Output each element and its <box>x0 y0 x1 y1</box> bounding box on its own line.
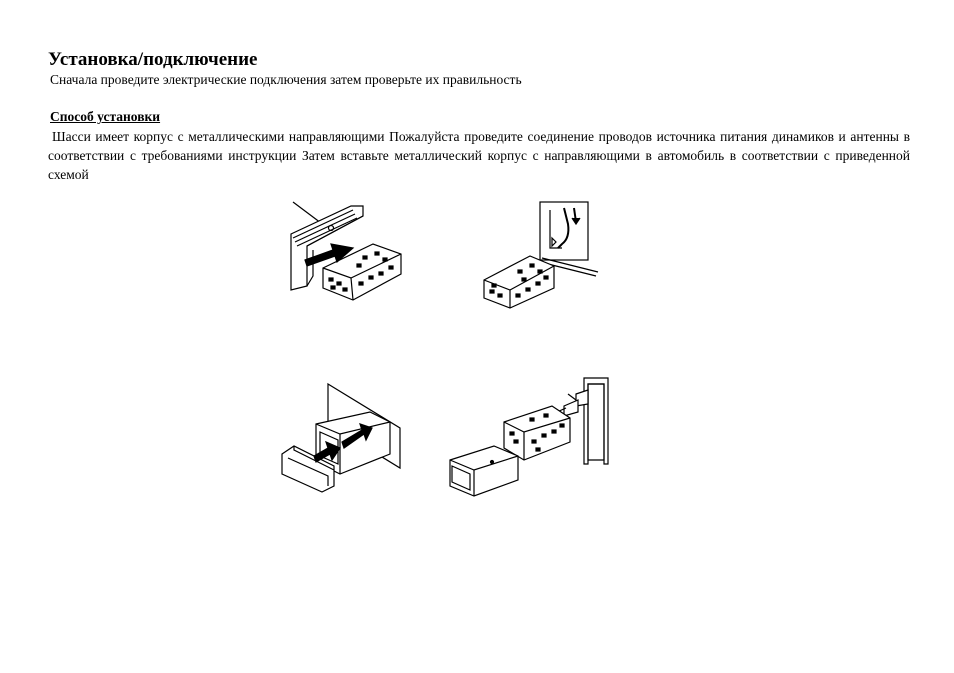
figure-insert-sleeve <box>283 198 413 308</box>
page-title: Установка/подключение <box>48 49 258 70</box>
figure-bend-tabs <box>478 198 598 308</box>
figure-rear-bolt <box>448 376 618 506</box>
section-subtitle: Способ установки <box>50 109 161 124</box>
tab-bending-icon <box>478 198 598 308</box>
installation-instructions: Шасси имеет корпус с металлическими направляющими Пожалуйста проведите соединение проводов источника питания динамиков и антенны в соответствии с требованиями инструкции Затем вставьте металлический корпус с направляющими в автомобиль в соответствии с приведенной схемой <box>48 129 910 182</box>
figure-slide-unit <box>280 382 410 492</box>
intro-text: Сначала проведите электрические подключения затем проверьте их правильность <box>50 72 522 87</box>
dashboard-sleeve-insert-icon <box>283 198 413 308</box>
rear-support-bolt-icon <box>448 376 618 506</box>
unit-insert-icon <box>280 382 410 492</box>
